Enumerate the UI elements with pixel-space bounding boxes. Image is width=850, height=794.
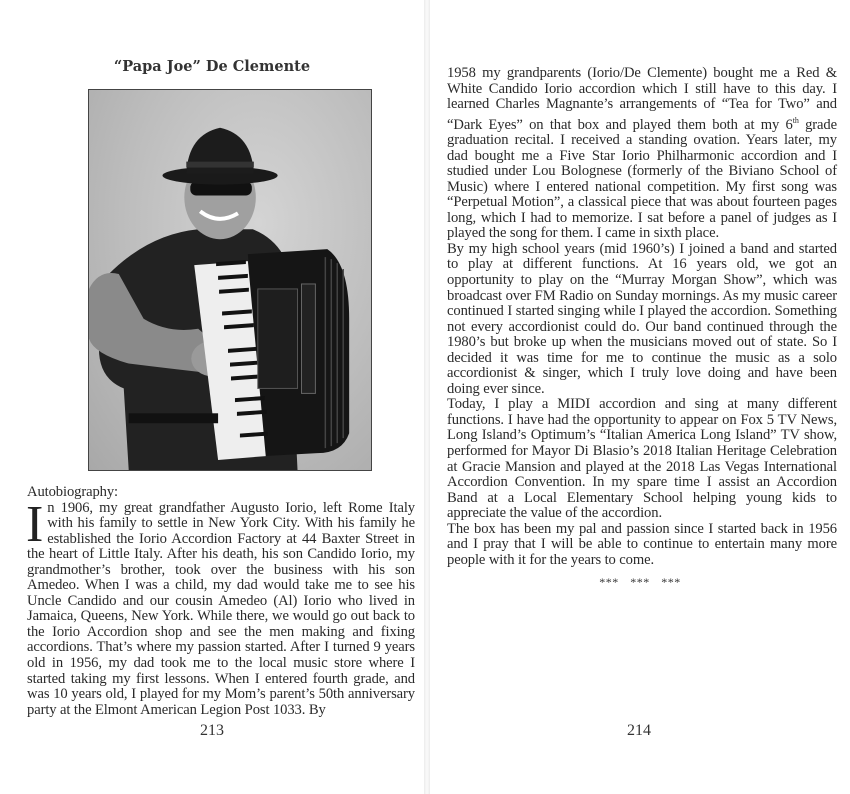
drop-cap: I	[26, 495, 44, 553]
paragraph-2: By my high school years (mid 1960’s) I joined a band and started to play at different functions. At 16 years old, we got an opportunity to play on the “Murray Morgan Show”, which was broadcast over FM Radio on Sunday mornings. As my music career continued I started singing while I played the accordion. Something not every accordionist could do. Our band continued through the 1980’s but broke up when the musicians moved out of state. So I decided it was time for me to continue the music as a solo accordionist & singer, which I truly love doing and have been doing ever since.	[447, 240, 837, 397]
ordinal-suffix: th	[792, 115, 799, 125]
paragraph-3: Today, I play a MIDI accordion and sing at many different functions. I have had the opportunity to appear on Fox 5 TV News, Long Island’s Optimum’s “Italian America Long Island” TV show, performed for Mayor Di Blasio’s 2018 Italian Heritage Celebration at Gracie Mansion and played at the 2018 Las Vegas International Accordion Convention. In my spare time I assist an Accordion Band at a Local Elementary School helping young kids to appreciate the value of the accordion.	[447, 396, 837, 522]
portrait-photo	[88, 89, 372, 471]
paragraph-4: The box has been my pal and passion since I started back in 1956 and I pray that I will be able to continue to entertain many more people with it for the years to come.	[447, 520, 837, 568]
section-label: Autobiography:	[27, 484, 119, 500]
page-title: “Papa Joe” De Clemente	[113, 58, 311, 75]
page-number-left: 213	[200, 722, 224, 739]
body-paragraph	[26, 495, 415, 719]
autobiography-block	[27, 485, 415, 718]
page-number-right: 214	[627, 722, 651, 739]
paragraph-1: 1958 my grandparents (Iorio/De Clemente) bought me a Red & White Candido Iorio accordion which I still have to this day. I learned Charles Magnante’s arrangements of “Tea for Two” and “Dark Eyes” on that box and played them both at my 6th grade graduation recital. I received a standing ovation. Years later, my dad bought me a Five Star Iorio Philharmonic accordion and I studied under Lou Bolognese (formerly of the Biviano School of Music) where I entered national competition. My first song was “Perpetual Motion”, a classical piece that was about fourteen pages long, which I had to memorize. I sat before a panel of judges as I played the song for them. I came in sixth place.	[447, 65, 837, 242]
section-separator: *** *** ***	[599, 575, 681, 589]
accordion-player-illustration	[89, 90, 371, 470]
autobiography-continued	[447, 66, 837, 568]
paragraph-text: n 1906, my great grandfather Augusto Iorio, left Rome Italy with his family to settle in New York City. With his family he established the Iorio Accordion Factory at 44 Baxter Street in the heart of Little Italy. After his death, his son Candido Iorio, my grandmother’s brother, took over the business with his son Amedeo. When I was a child, my dad would take me to see his Uncle Candido and our cousin Amedeo (Al) Iorio who lived in Jamaica, Queens, New York. While there, we would go out back to the Iorio Accordion shop and see the men making and fixing accordions. That’s where my passion started. After I turned 9 years old in 1956, my dad took me to the local music store where I started taking my first lessons. When I entered fourth grade, and was 10 years old, I played for my Mom’s parent’s 50th anniversary party at the Elmont American Legion Post 1033. By	[27, 499, 415, 718]
left-page	[0, 0, 424, 794]
